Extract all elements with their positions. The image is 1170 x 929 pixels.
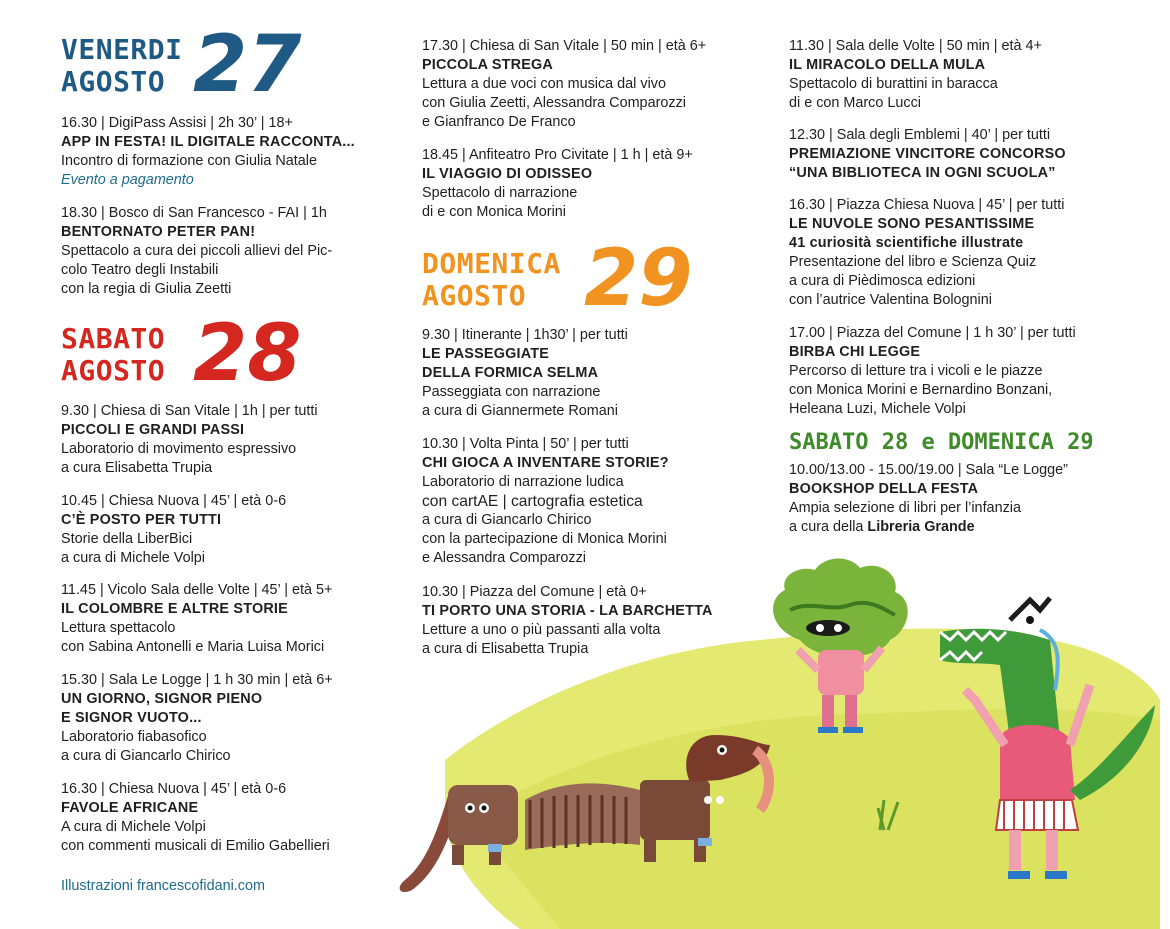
- event-desc: a cura di Giancarlo Chirico: [422, 512, 592, 528]
- event-title: IL VIAGGIO DI ODISSEO: [422, 166, 593, 182]
- event-desc: con cartAE | cartografia estetica: [422, 493, 643, 510]
- event-title: LE NUVOLE SONO PESANTISSIME: [789, 216, 1035, 232]
- event-meta: 9.30 | Itinerante | 1h30’ | per tutti: [422, 327, 628, 343]
- event-desc: Heleana Luzi, Michele Volpi: [789, 401, 966, 417]
- event-title: FAVOLE AFRICANE: [61, 800, 199, 816]
- day-header-sunday: [422, 234, 693, 324]
- event-piccoli-e-grandi-passi: [61, 402, 406, 478]
- event-title: DELLA FORMICA SELMA: [422, 365, 599, 381]
- event-title: “UNA BIBLIOTECA IN OGNI SCUOLA”: [789, 165, 1056, 181]
- event-il-miracolo-della-mula: [789, 37, 1159, 113]
- event-title: APP IN FESTA! IL DIGITALE RACCONTA...: [61, 134, 355, 150]
- event-birba-chi-legge: [789, 324, 1159, 419]
- event-meta: 12.30 | Sala degli Emblemi | 40’ | per tutti: [789, 127, 1051, 143]
- month-word: AGOSTO: [61, 65, 166, 98]
- event-desc: Spettacolo di burattini in baracca: [789, 76, 998, 92]
- event-desc: Lettura spettacolo: [61, 620, 176, 636]
- event-meta: 18.30 | Bosco di San Francesco - FAI | 1h: [61, 205, 327, 221]
- event-title: C’È POSTO PER TUTTI: [61, 512, 222, 528]
- event-desc: Laboratorio di narrazione ludica: [422, 474, 624, 490]
- day-word: DOMENICA: [422, 247, 561, 280]
- event-premiazione: [789, 126, 1159, 183]
- event-meta: 17.30 | Chiesa di San Vitale | 50 min | età 6+: [422, 38, 707, 54]
- event-title: LE PASSEGGIATE: [422, 346, 550, 362]
- event-desc: Passeggiata con narrazione: [422, 384, 601, 400]
- event-desc: di e con Monica Morini: [422, 204, 566, 220]
- event-app-in-festa: [61, 114, 406, 190]
- event-desc: a cura di Michele Volpi: [61, 550, 205, 566]
- event-meta: 9.30 | Chiesa di San Vitale | 1h | per tutti: [61, 403, 318, 419]
- event-desc: Storie della LiberBici: [61, 531, 193, 547]
- event-title: UN GIORNO, SIGNOR PIENO: [61, 691, 263, 707]
- day-number: 29: [584, 234, 693, 324]
- event-le-passeggiate: [422, 326, 772, 421]
- event-desc: Laboratorio fiabasofico: [61, 729, 207, 745]
- event-desc: con Sabina Antonelli e Maria Luisa Morici: [61, 639, 325, 655]
- event-meta: 16.30 | Piazza Chiesa Nuova | 45’ | per tutti: [789, 197, 1065, 213]
- event-desc: con la partecipazione di Monica Morini: [422, 531, 667, 547]
- event-note: Evento a pagamento: [61, 172, 194, 188]
- event-desc: Laboratorio di movimento espressivo: [61, 441, 297, 457]
- event-il-colombre: [61, 581, 406, 657]
- event-meta: 16.30 | DigiPass Assisi | 2h 30’ | 18+: [61, 115, 293, 131]
- event-meta: 18.45 | Anfiteatro Pro Civitate | 1 h | età 9+: [422, 147, 693, 163]
- event-meta: 10.30 | Piazza del Comune | età 0+: [422, 584, 647, 600]
- event-bentornato-peter-pan: [61, 204, 406, 299]
- event-desc: Incontro di formazione con Giulia Natale: [61, 153, 317, 169]
- event-un-giorno-signor-pieno: [61, 671, 406, 766]
- event-bookshop-della-festa: [789, 461, 1159, 537]
- day-word: VENERDI: [61, 33, 183, 66]
- day-number: 27: [193, 20, 302, 110]
- event-desc: con commenti musicali di Emilio Gabellieri: [61, 838, 330, 854]
- illustration-credit: Illustrazioni francescofidani.com: [61, 878, 265, 894]
- event-title: BOOKSHOP DELLA FESTA: [789, 481, 979, 497]
- event-meta: 10.45 | Chiesa Nuova | 45’ | età 0-6: [61, 493, 287, 509]
- day-header-saturday: [61, 309, 302, 399]
- event-title: TI PORTO UNA STORIA - LA BARCHETTA: [422, 603, 713, 619]
- event-desc: a cura di Elisabetta Trupia: [422, 641, 589, 657]
- event-piccola-strega: [422, 37, 772, 132]
- day-word: SABATO: [61, 322, 166, 355]
- event-desc: Lettura a due voci con musica dal vivo: [422, 76, 666, 92]
- event-title: CHI GIOCA A INVENTARE STORIE?: [422, 455, 669, 471]
- event-desc: e Alessandra Comparozzi: [422, 550, 586, 566]
- event-title: IL MIRACOLO DELLA MULA: [789, 57, 986, 73]
- day-header-friday: [61, 20, 302, 110]
- event-le-nuvole-sono-pesantissime: [789, 196, 1159, 310]
- event-desc: Ampia selezione di libri per l’infanzia: [789, 500, 1021, 516]
- event-meta: 16.30 | Chiesa Nuova | 45’ | età 0-6: [61, 781, 287, 797]
- event-meta: 15.30 | Sala Le Logge | 1 h 30 min | età 6+: [61, 672, 333, 688]
- day-number: 28: [193, 309, 302, 399]
- event-title: IL COLOMBRE E ALTRE STORIE: [61, 601, 288, 617]
- event-meta: 17.00 | Piazza del Comune | 1 h 30’ | per tutti: [789, 325, 1076, 341]
- event-title: E SIGNOR VUOTO...: [61, 710, 202, 726]
- event-desc: con la regia di Giulia Zeetti: [61, 281, 232, 297]
- event-title: PICCOLA STREGA: [422, 57, 553, 73]
- event-title: BIRBA CHI LEGGE: [789, 344, 921, 360]
- event-subtitle: 41 curiosità scientifiche illustrate: [789, 235, 1024, 251]
- event-desc: Spettacolo di narrazione: [422, 185, 578, 201]
- event-ti-porto-una-storia: [422, 583, 772, 659]
- event-desc: a cura di Pièdimosca edizioni: [789, 273, 976, 289]
- event-desc: A cura di Michele Volpi: [61, 819, 206, 835]
- curator-name: Libreria Grande: [867, 519, 975, 535]
- event-meta: 11.30 | Sala delle Volte | 50 min | età 4+: [789, 38, 1042, 54]
- event-title: PREMIAZIONE VINCITORE CONCORSO: [789, 146, 1066, 162]
- event-meta: 10.00/13.00 - 15.00/19.00 | Sala “Le Logge”: [789, 462, 1068, 478]
- event-chi-gioca-a-inventare-storie: [422, 435, 772, 568]
- event-desc: con Monica Morini e Bernardino Bonzani,: [789, 382, 1053, 398]
- event-title: PICCOLI E GRANDI PASSI: [61, 422, 245, 438]
- event-desc: con Giulia Zeetti, Alessandra Comparozzi: [422, 95, 686, 111]
- event-ce-posto-per-tutti: [61, 492, 406, 568]
- event-desc: di e con Marco Lucci: [789, 95, 921, 111]
- event-desc: colo Teatro degli Instabili: [61, 262, 219, 278]
- event-desc: Spettacolo a cura dei piccoli allievi del Pic-: [61, 243, 333, 259]
- event-desc: a cura di Giannermete Romani: [422, 403, 618, 419]
- weekend-heading: SABATO 28 e DOMENICA 29: [789, 430, 1094, 455]
- event-il-viaggio-di-odisseo: [422, 146, 772, 222]
- curator-prefix: a cura della: [789, 519, 868, 535]
- event-title: BENTORNATO PETER PAN!: [61, 224, 256, 240]
- event-meta: 10.30 | Volta Pinta | 50’ | per tutti: [422, 436, 629, 452]
- event-desc: a cura di Giancarlo Chirico: [61, 748, 231, 764]
- event-meta: 11.45 | Vicolo Sala delle Volte | 45’ | età 5+: [61, 582, 333, 598]
- event-desc: Presentazione del libro e Scienza Quiz: [789, 254, 1037, 270]
- month-word: AGOSTO: [61, 354, 166, 387]
- event-desc: e Gianfranco De Franco: [422, 114, 576, 130]
- month-word: AGOSTO: [422, 279, 527, 312]
- event-desc: Percorso di letture tra i vicoli e le piazze: [789, 363, 1043, 379]
- event-favole-africane: [61, 780, 406, 856]
- event-desc: Letture a uno o più passanti alla volta: [422, 622, 661, 638]
- event-desc: a cura Elisabetta Trupia: [61, 460, 213, 476]
- event-desc: [789, 518, 1159, 537]
- event-desc: con l’autrice Valentina Bolognini: [789, 292, 992, 308]
